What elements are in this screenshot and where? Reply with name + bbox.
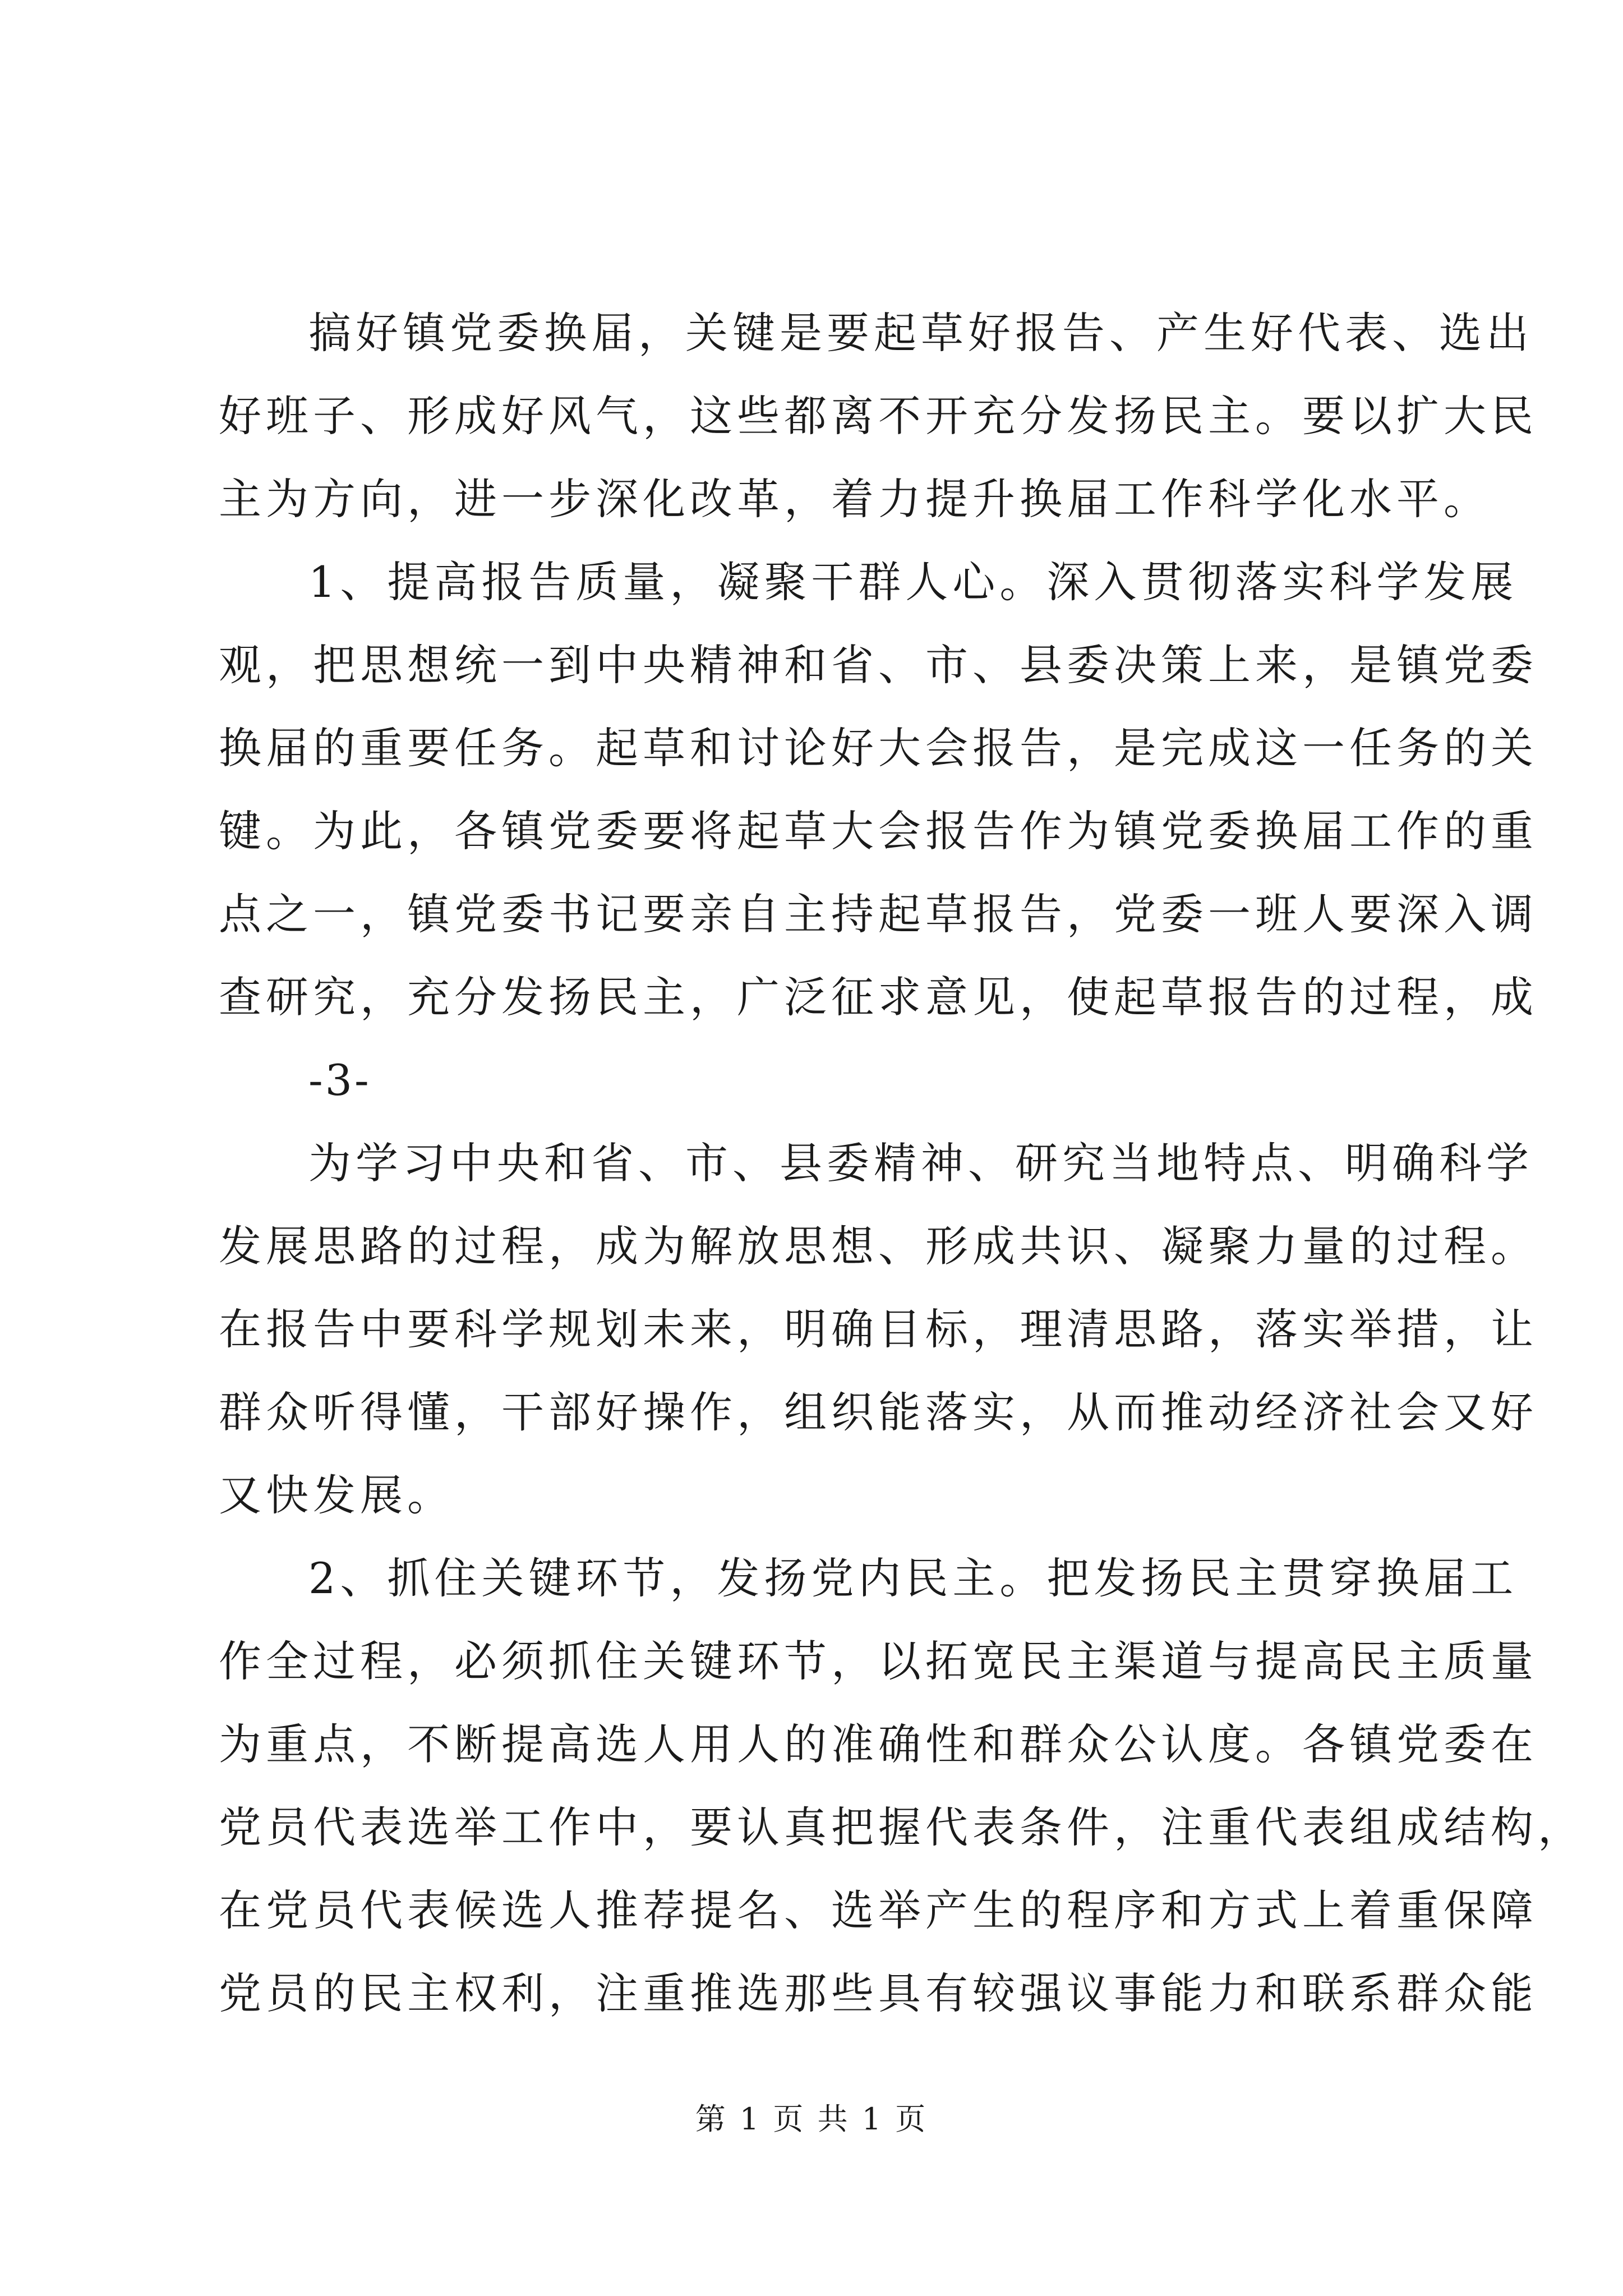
text-line: 键。为此，各镇党委要将起草大会报告作为镇党委换届工作的重 <box>219 806 1538 856</box>
text-line: 在报告中要科学规划未来，明确目标，理清思路，落实举措，让 <box>219 1304 1538 1354</box>
text-line: 查研究，充分发扬民主，广泛征求意见，使起草报告的过程，成 <box>219 972 1538 1022</box>
text-line: 党员的民主权利，注重推选那些具有较强议事能力和联系群众能 <box>219 1968 1538 2018</box>
text-line: 党员代表选举工作中，要认真把握代表条件，注重代表组成结构， <box>219 1802 1585 1852</box>
page-marker: -3- <box>308 1055 371 1105</box>
text-line: 为学习中央和省、市、县委精神、研究当地特点、明确科学 <box>308 1138 1533 1188</box>
text-line: 观，把思想统一到中央精神和省、市、县委决策上来，是镇党委 <box>219 640 1538 690</box>
text-line: 点之一，镇党委书记要亲自主持起草报告，党委一班人要深入调 <box>219 889 1538 939</box>
text-line: 搞好镇党委换届，关键是要起草好报告、产生好代表、选出 <box>308 308 1533 358</box>
text-line: 主为方向，进一步深化改革，着力提升换届工作科学化水平。 <box>219 474 1491 524</box>
text-line: 为重点，不断提高选人用人的准确性和群众公认度。各镇党委在 <box>219 1719 1538 1769</box>
text-line: 2、抓住关键环节，发扬党内民主。把发扬民主贯穿换届工 <box>308 1553 1518 1603</box>
document-body <box>219 292 1585 2035</box>
text-line: 又快发展。 <box>219 1470 454 1520</box>
text-line: 群众听得懂，干部好操作，组织能落实，从而推动经济社会又好 <box>219 1387 1538 1437</box>
text-line: 作全过程，必须抓住关键环节，以拓宽民主渠道与提高民主质量 <box>219 1636 1538 1686</box>
text-line: 好班子、形成好风气，这些都离不开充分发扬民主。要以扩大民 <box>219 391 1538 441</box>
page-footer: 第 1 页 共 1 页 <box>695 2101 928 2137</box>
text-line: 换届的重要任务。起草和讨论好大会报告，是完成这一任务的关 <box>219 723 1538 773</box>
text-line: 发展思路的过程，成为解放思想、形成共识、凝聚力量的过程。 <box>219 1221 1538 1271</box>
text-line: 在党员代表候选人推荐提名、选举产生的程序和方式上着重保障 <box>219 1885 1538 1935</box>
text-line: 1、提高报告质量，凝聚干群人心。深入贯彻落实科学发展 <box>308 557 1518 607</box>
